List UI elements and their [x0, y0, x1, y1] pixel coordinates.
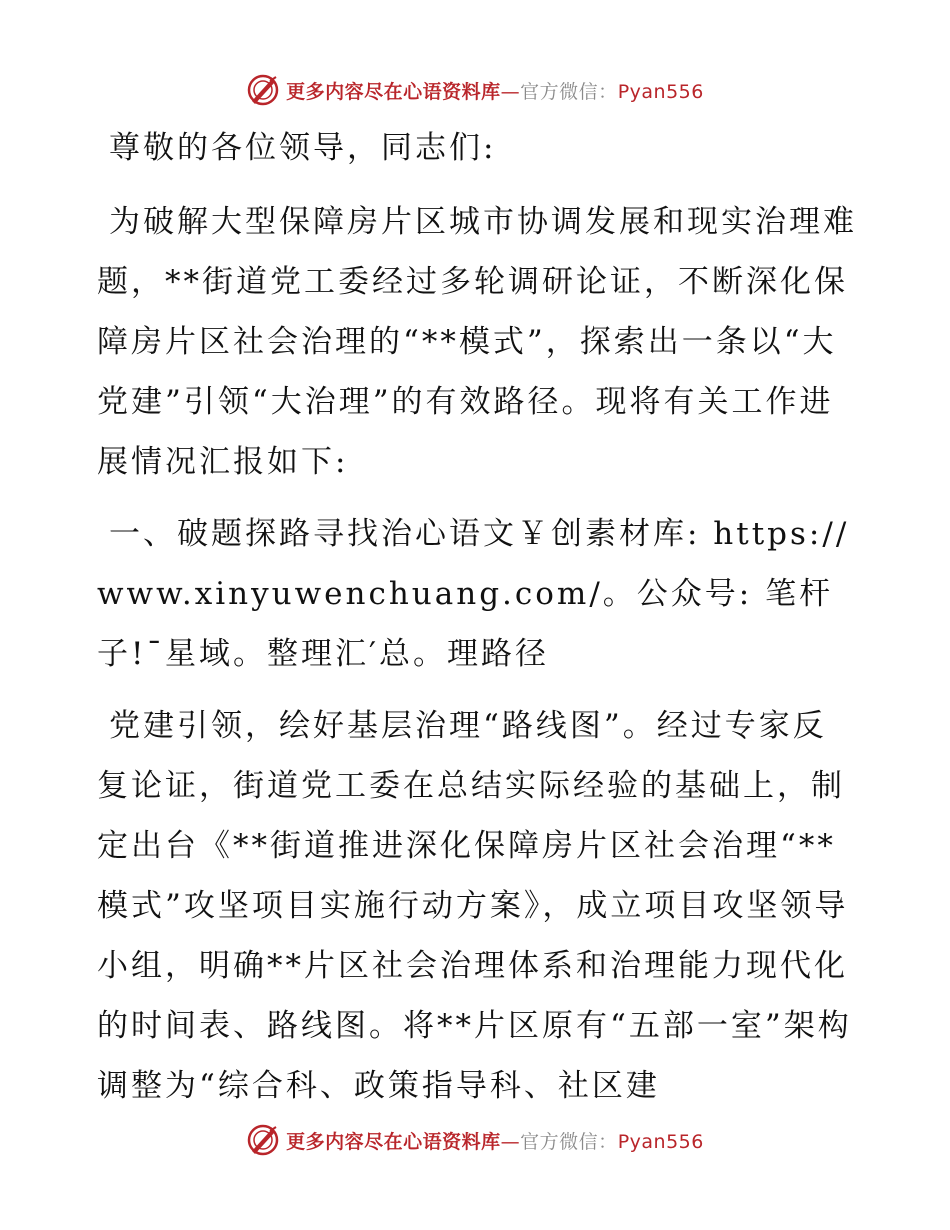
section-heading: 一、破题探路寻找治心语文￥创素材库: https://www.xinyuwenchuang.com/。公众号: 笔杆子!¯星域。整理汇′总。理路径 — [97, 516, 850, 672]
watermark-text — [286, 77, 704, 104]
body-paragraph: 党建引领，绘好基层治理“路线图”。经过专家反复论证，街道党工委在总结实际经验的基础上，制定出台《**街道推进深化保障房片区社会治理“**模式”攻坚项目实施行动方案》，成立项目攻坚领导小组，明确**片区社会治理体系和治理能力现代化的时间表、路线图。将**片区原有“五部一室”架构调整为“综合科、政策指导科、社区建 — [97, 708, 852, 1104]
quill-pen-logo-icon — [246, 73, 280, 107]
watermark-dash: — — [500, 1130, 521, 1153]
header-watermark — [0, 70, 950, 110]
intro-paragraph: 为破解大型保障房片区城市协调发展和现实治理难题，**街道党工委经过多轮调研论证，不断深化保障房片区社会治理的“**模式”，探索出一条以“大党建”引领“大治理”的有效路径。现将有关工作进展情况汇报如下: — [97, 204, 857, 480]
watermark-main-text: 更多内容尽在心语资料库 — [286, 80, 501, 103]
watermark-wechat-label: 官方微信： — [520, 80, 618, 103]
watermark-wechat-id: Pyan556 — [617, 1130, 704, 1153]
quill-pen-logo-icon — [246, 1123, 280, 1157]
footer-watermark — [0, 1120, 950, 1160]
watermark-main-text: 更多内容尽在心语资料库 — [286, 1130, 501, 1153]
watermark-wechat-id: Pyan556 — [617, 80, 704, 103]
watermark-wechat-label: 官方微信： — [520, 1130, 618, 1153]
watermark-dash: — — [500, 80, 521, 103]
document-body — [97, 118, 857, 1128]
greeting: 尊敬的各位领导，同志们: — [109, 130, 497, 166]
watermark-text — [286, 1127, 704, 1154]
